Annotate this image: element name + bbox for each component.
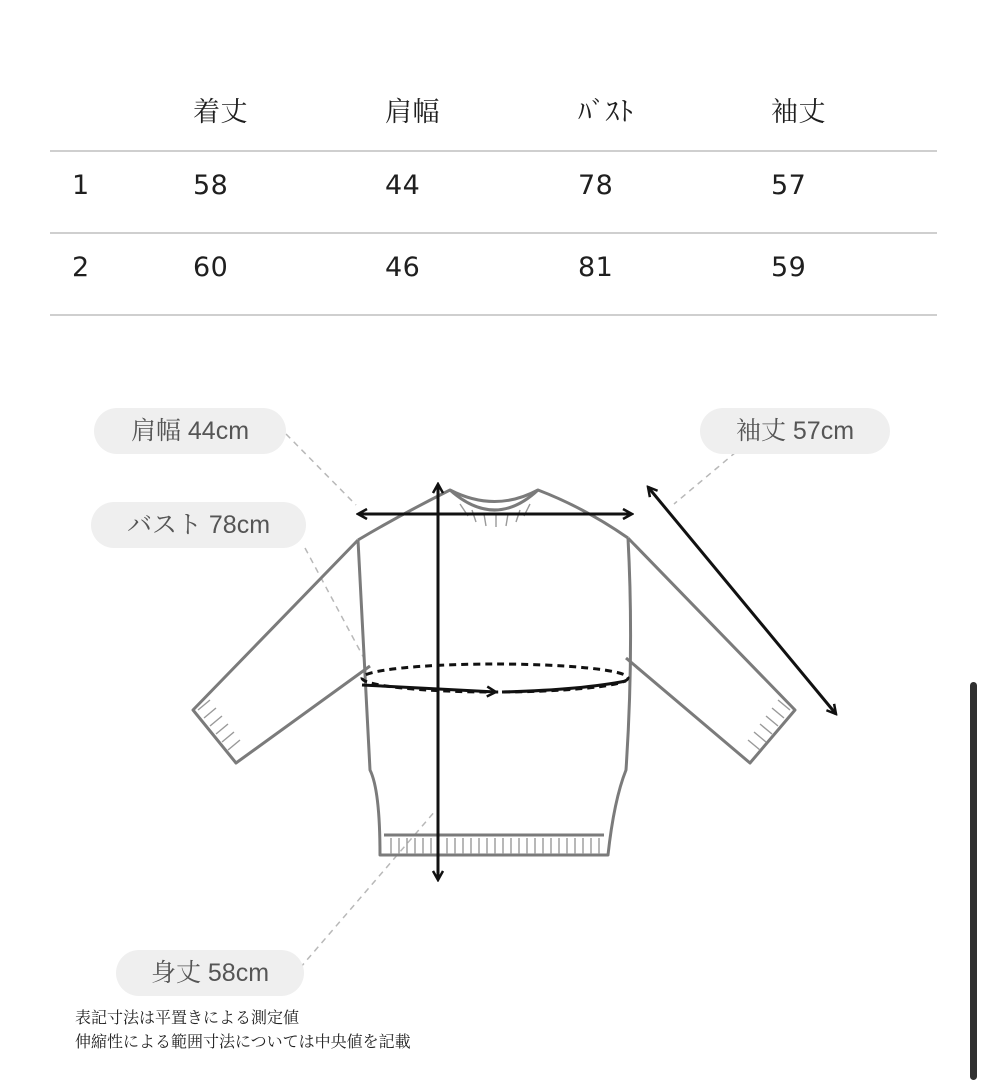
table-cell: 78 [578, 170, 614, 201]
table-cell: 59 [771, 252, 807, 283]
vertical-scrollbar[interactable] [970, 682, 977, 1080]
table-cell: 58 [193, 170, 229, 201]
sweater-illustration [0, 380, 987, 1000]
measurement-diagram [0, 380, 987, 1000]
note-line-1: 表記寸法は平置きによる測定値 [75, 1008, 300, 1027]
note-line-2: 伸縮性による範囲寸法については中央値を記載 [75, 1032, 411, 1051]
table-cell: 81 [578, 252, 614, 283]
size-table [50, 72, 937, 316]
table-header-cell: 袖丈 [771, 97, 826, 128]
shoulder-label: 肩幅 44cm [94, 408, 286, 454]
length-label: 身丈 58cm [116, 950, 304, 996]
table-header-row [50, 72, 937, 152]
table-cell: 1 [72, 170, 90, 201]
table-cell: 44 [385, 170, 421, 201]
table-cell: 57 [771, 170, 807, 201]
table-header-cell: 肩幅 [385, 97, 440, 128]
size-notes [75, 1006, 411, 1054]
sleeve-arrow [648, 487, 836, 714]
table-row [50, 152, 937, 234]
table-cell: 46 [385, 252, 421, 283]
table-cell: 2 [72, 252, 90, 283]
table-cell: 60 [193, 252, 229, 283]
table-header-cell: ﾊﾞｽﾄ [578, 97, 634, 128]
sleeve-label: 袖丈 57cm [700, 408, 890, 454]
rib-marks [198, 504, 790, 854]
measurement-arrows [358, 484, 836, 880]
bust-label: バスト 78cm [91, 502, 306, 548]
bust-arrow [362, 685, 496, 692]
table-row [50, 234, 937, 316]
table-header-cell: 着丈 [193, 97, 248, 128]
